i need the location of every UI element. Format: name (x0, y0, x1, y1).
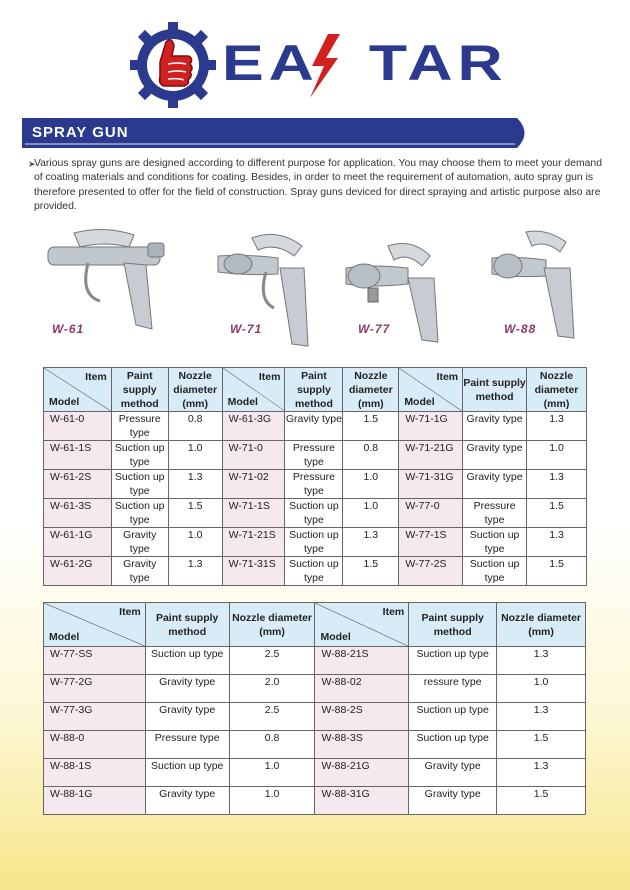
nozzle-cell: 1.3 (497, 703, 586, 731)
supply-method-cell: Suction up type (409, 731, 497, 759)
supply-method-cell: Gravity type (145, 675, 229, 703)
nozzle-cell: 2.5 (229, 703, 315, 731)
supply-method-cell: Pressure type (111, 412, 168, 441)
gun-label-w88: W-88 (504, 322, 537, 336)
supply-method-cell: Gravity type (285, 412, 343, 441)
nozzle-cell: 1.3 (343, 528, 399, 557)
nozzle-cell: 1.3 (527, 412, 587, 441)
model-cell: W-61-1S (44, 441, 112, 470)
nozzle-cell: 1.5 (497, 787, 586, 815)
supply-method-cell: Pressure type (285, 441, 343, 470)
nozzle-cell: 1.3 (168, 557, 222, 586)
model-cell: W-88-3S (315, 731, 409, 759)
supply-method-cell: Gravity type (409, 759, 497, 787)
table-row (44, 787, 586, 815)
nozzle-cell: 1.5 (343, 412, 399, 441)
nozzle-cell: 1.3 (527, 470, 587, 499)
model-cell: W-71-1G (399, 412, 463, 441)
nozzle-cell: 1.5 (168, 499, 222, 528)
table1-corner-header: Item Model (399, 368, 463, 412)
table2-header: Item Model Paint supply method Nozzle diameter (mm) Item Model Paint supply method Nozzle diameter (mm) (44, 603, 586, 647)
table1-header: Item Model Paint supply method Nozzle diameter (mm) Item Model Paint supply method Nozzle diameter (mm) Item Model Paint supply method Nozzle diameter (mm) (44, 368, 587, 412)
nozzle-cell: 1.5 (527, 499, 587, 528)
model-cell: W-77-2S (399, 557, 463, 586)
supply-method-cell: Suction up type (285, 499, 343, 528)
nozzle-cell: 1.5 (497, 731, 586, 759)
model-cell: W-61-0 (44, 412, 112, 441)
nozzle-cell: 1.3 (497, 759, 586, 787)
supply-method-cell: Gravity type (111, 557, 168, 586)
spec-table-1 (43, 367, 587, 586)
supply-method-cell: Suction up type (145, 647, 229, 675)
table-row (44, 675, 586, 703)
spec-table-2 (43, 602, 586, 815)
table-row (44, 412, 587, 441)
model-cell: W-61-1G (44, 528, 112, 557)
brand-name: EA TAR (222, 35, 508, 91)
spray-gun-w88-image (486, 228, 590, 346)
supply-method-cell: Gravity type (409, 787, 497, 815)
model-cell: W-77-3G (44, 703, 146, 731)
table-row (44, 731, 586, 759)
table-row (44, 703, 586, 731)
supply-method-cell: Suction up type (463, 528, 527, 557)
spray-gun-w71-image (208, 228, 328, 353)
model-cell: W-71-21S (222, 528, 285, 557)
model-cell: W-77-SS (44, 647, 146, 675)
nozzle-cell: 1.0 (168, 441, 222, 470)
supply-method-cell: Gravity type (145, 703, 229, 731)
model-cell: W-88-21S (315, 647, 409, 675)
supply-method-cell: Pressure type (463, 499, 527, 528)
nozzle-cell: 1.3 (527, 528, 587, 557)
bullet-arrow-icon: ➤ (28, 159, 36, 169)
nozzle-cell: 1.0 (229, 787, 315, 815)
table-row (44, 499, 587, 528)
model-cell: W-61-3S (44, 499, 112, 528)
nozzle-cell: 1.0 (229, 759, 315, 787)
nozzle-cell: 2.5 (229, 647, 315, 675)
nozzle-cell: 1.0 (343, 499, 399, 528)
table1-corner-header: Item Model (222, 368, 285, 412)
nozzle-cell: 0.8 (168, 412, 222, 441)
model-cell: W-88-0 (44, 731, 146, 759)
supply-method-cell: Pressure type (285, 470, 343, 499)
intro-text: Various spray guns are designed according to different purpose for application. You may choose them to meet your demand of coating materials and conditions for coating. Besides, in order to meet the requirement of automation, auto spray gun is therefore presented to offer for the field of construction. Spray guns deviced for direct spraying and artistic purpose also are provided. (34, 158, 602, 212)
supply-method-cell: Suction up type (145, 759, 229, 787)
nozzle-cell: 1.5 (343, 557, 399, 586)
model-cell: W-88-31G (315, 787, 409, 815)
model-cell: W-71-0 (222, 441, 285, 470)
supply-method-cell: ressure type (409, 675, 497, 703)
table-row (44, 441, 587, 470)
table2-corner-header: Item Model (315, 603, 409, 647)
nozzle-cell: 1.3 (168, 470, 222, 499)
table1-body (44, 412, 587, 586)
supply-method-cell: Suction up type (285, 557, 343, 586)
model-cell: W-77-0 (399, 499, 463, 528)
supply-method-cell: Pressure type (145, 731, 229, 759)
supply-method-cell: Suction up type (111, 441, 168, 470)
supply-method-cell: Suction up type (463, 557, 527, 586)
gun-label-w77: W-77 (358, 322, 391, 336)
table2-body (44, 647, 586, 815)
supply-method-cell: Suction up type (409, 703, 497, 731)
table-row (44, 557, 587, 586)
nozzle-cell: 1.3 (497, 647, 586, 675)
supply-method-cell: Suction up type (285, 528, 343, 557)
gun-label-w71: W-71 (230, 322, 263, 336)
nozzle-cell: 1.0 (497, 675, 586, 703)
section-title: SPRAY GUN (32, 124, 129, 141)
table-row (44, 759, 586, 787)
model-cell: W-88-2S (315, 703, 409, 731)
table1-corner-header: Item Model (44, 368, 112, 412)
nozzle-cell: 2.0 (229, 675, 315, 703)
model-cell: W-71-21G (399, 441, 463, 470)
intro-paragraph (28, 157, 609, 214)
nozzle-cell: 0.8 (343, 441, 399, 470)
table-row (44, 470, 587, 499)
model-cell: W-77-1S (399, 528, 463, 557)
supply-method-cell: Gravity type (463, 470, 527, 499)
model-cell: W-71-02 (222, 470, 285, 499)
model-cell: W-61-2S (44, 470, 112, 499)
supply-method-cell: Suction up type (111, 499, 168, 528)
model-cell: W-71-1S (222, 499, 285, 528)
supply-method-cell: Gravity type (463, 412, 527, 441)
gun-label-w61: W-61 (52, 322, 85, 336)
supply-method-cell: Gravity type (463, 441, 527, 470)
nozzle-cell: 1.5 (527, 557, 587, 586)
model-cell: W-61-3G (222, 412, 285, 441)
supply-method-cell: Suction up type (111, 470, 168, 499)
model-cell: W-61-2G (44, 557, 112, 586)
model-cell: W-71-31S (222, 557, 285, 586)
nozzle-cell: 0.8 (229, 731, 315, 759)
model-cell: W-88-1S (44, 759, 146, 787)
supply-method-cell: Gravity type (111, 528, 168, 557)
model-cell: W-88-21G (315, 759, 409, 787)
nozzle-cell: 1.0 (527, 441, 587, 470)
model-cell: W-88-02 (315, 675, 409, 703)
table-row (44, 647, 586, 675)
table2-corner-header: Item Model (44, 603, 146, 647)
model-cell: W-88-1G (44, 787, 146, 815)
nozzle-cell: 1.0 (343, 470, 399, 499)
nozzle-cell: 1.0 (168, 528, 222, 557)
model-cell: W-77-2G (44, 675, 146, 703)
model-cell: W-71-31G (399, 470, 463, 499)
supply-method-cell: Suction up type (409, 647, 497, 675)
supply-method-cell: Gravity type (145, 787, 229, 815)
table-row (44, 528, 587, 557)
